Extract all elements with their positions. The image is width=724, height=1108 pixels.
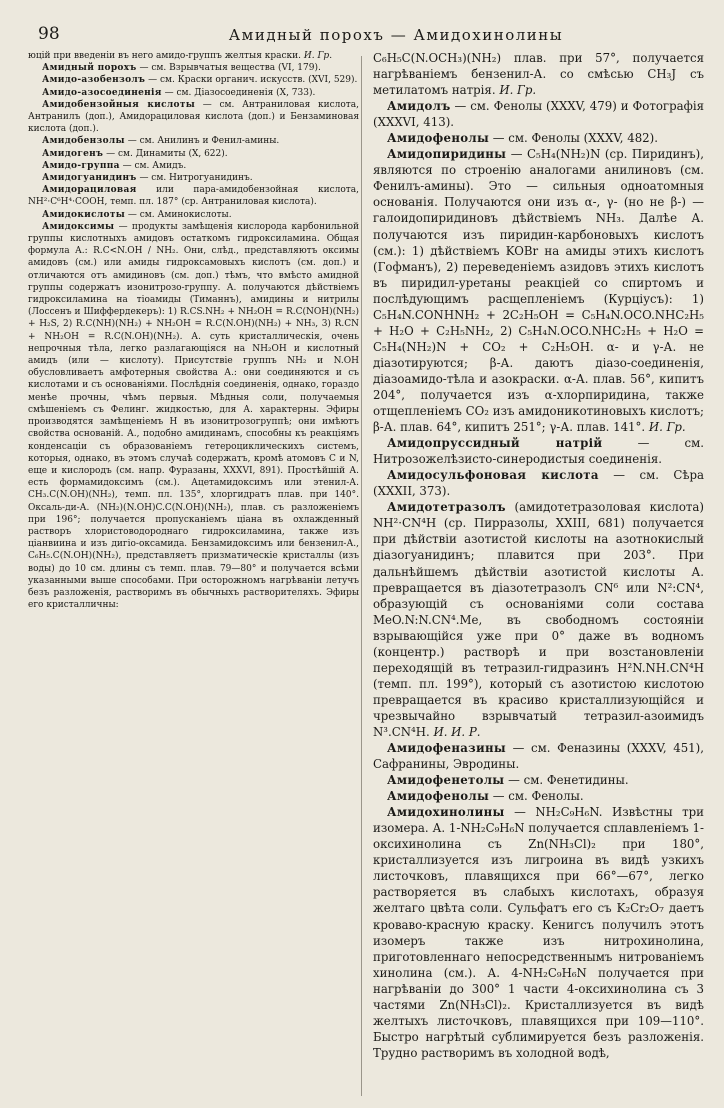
entry-headword: Амидо-азосоединенія — [42, 87, 162, 98]
dictionary-entry — [373, 499, 704, 740]
entry-text: — см. Взрывчатыя вещества (VI, 179). — [139, 63, 321, 74]
entry-headword: Амидофенолы — [387, 131, 490, 146]
entry-text: — см. Діазосоединенія (X, 733). — [164, 87, 316, 98]
entry-text: — C₅H₄(NH₂)N (ср. Пиридинъ), являются по строенію аналогами анилиновъ (см. Фенилъ-амины). Это — сильныя одноатомныя основанія. Получаются они изъ α-, γ- (но не β-) — галоидопиридиновъ дѣйствіемъ NH₃. Далѣе А. получаются изъ пиридин-карбоновыхъ кислотъ (см.): 1) дѣйствіемъ KOBr на амиды этихъ кислотъ (Гофманъ), 2) переведеніемъ азидовъ этихъ кислотъ въ пиридил-уретаны реакціей со спиртомъ и послѣдующимъ расщепленіемъ (Курціусъ): 1) C₅H₄N.CONHNH₂ + 2C₂H₅OH = C₅H₄N.OCO.NHC₂H₅ + H₂O + C₂H₅NH₂, 2) C₅H₄N.OCO.NHC₂H₅ + H₂O = C₅H₄(NH₂)N + CO₂ + C₂H₅OH. α- и γ-А. не діазотируются; β-А. даютъ діазо-соединенія, діазоамидо-тѣла и азокраски. α-А. плав. 56°, кипитъ 204°, получается изъ α-хлорпиридина, также отщепленіемъ CO₂ изъ амидоникотиновыхъ кислотъ; β-А. плав. 64°, кипитъ 251°; γ-А. плав. 141°. — [373, 147, 704, 435]
page-header — [28, 22, 704, 48]
entry-headword: Амидофенетолы — [387, 773, 505, 788]
entry-text: — см. Фенолы (XXXV, 482). — [492, 131, 658, 146]
entry-headword: Амидный порохъ — [42, 63, 137, 74]
entry-headword: Амидопруссидный натрій — [387, 436, 603, 451]
entry-text: — см. Нитрогуанидинъ. — [139, 173, 253, 184]
entry-text: — см. Анилинъ и Фенил-амины. — [127, 136, 280, 147]
dictionary-entry — [28, 74, 359, 86]
entry-text: — продукты замѣщенія кислорода карбонильной группы кислотныхъ амидовъ остаткомъ гидроксиламина. Общая формула А.: R.C<N.OH / NH₂. Они, слѣд., представляютъ оксимы амидовъ (см.) или амиды гидроксамовыхъ кислотъ (см. доп.) и отличаются отъ амидиновъ (см. доп.) тѣмъ, что вмѣсто амидной группы содержатъ изонитрозо-группу. А. получаются дѣйствіемъ гидроксиламина на тіоамиды (Тиманнъ), амидины и нитрилы (Лоссенъ и Шиффердекеръ): 1) R.CS.NH₂ + NH₂OH = R.C(NOH)(NH₂) + H₂S, 2) R.C(NH)(NH₂) + NH₂OH = R.C(N.OH)(NH₂) + NH₃, 3) R.CN + NH₂OH = R.C(N.OH)(NH₂). А. суть кристаллическія, очень непрочныя тѣла, легко разлагающіяся на NH₂OH и кислотный амидъ (или — кислоту). Присутствіе группъ NH₂ и N.OH обусловливаетъ амфотерныя свойства А.: они соединяются и съ кислотами и съ основаніями. Послѣднія соединенія, однако, гораздо менѣе прочны, чѣмъ первыя. Мѣдныя соли, получаемыя смѣшеніемъ съ Фелинг. жидкостью, для А. характерны. Эфиры производятся замѣщеніемъ Н въ изонитрозогруппѣ; они имѣютъ свойства основаній. А., подобно амидинамъ, способны къ реакціямъ конденсаціи съ образованіемъ гетероциклическихъ системъ, которыя, однако, въ этомъ случаѣ содержатъ, кромѣ атомовъ С и N, еще и кислородъ (см. напр. Фуразаны, XXXVI, 891). Простѣйшій А. есть формамидоксимъ (см.). Ацетамидоксимъ или этенил-А. CH₃.C(N.OH)(NH₂), темп. пл. 135°, хлоргидратъ плав. при 140°. Оксаль-ди-А. (NH₂)(N.OH)C.C(N.OH)(NH₂), плав. съ разложеніемъ при 196°; получается пропусканіемъ ціана въ охлажденный растворъ хлористоводороднаго гидроксиламина, также изъ ціанвиина и изъ дигіо-оксамида. Бензамидоксимъ или бензенил-А., C₆H₅.C(N.OH)(NH₂), представляетъ призматическіе кристаллы (изъ воды) до 10 см. длины съ темп. плав. 79—80° и получается всѣми указанными выше способами. При осторожномъ нагрѣваніи летучъ безъ разложенія, растворимъ въ обычныхъ растворителяхъ. Эфиры его кристалличны: — [28, 221, 359, 611]
entry-text: — см. Краски органич. искусств. (XVI, 529). — [148, 75, 358, 86]
dictionary-entry — [373, 130, 704, 146]
entry-text: или пара-амидобензойная кислота, NH²·C⁶H⁴·COOH, темп. пл. 187° (ср. Антраниловая кислота). — [28, 185, 359, 208]
author-signature: И. И. Р. — [433, 724, 481, 739]
entry-text: C₆H₅C(N.OCH₃)(NH₂) плав. при 57°, получается нагрѣваніемъ бензенил-А. со смѣсью CH₃J съ метилатомъ натрія. — [373, 51, 704, 98]
dictionary-entry — [373, 146, 704, 435]
entry-text: — см. Феназины (XXXV, 451), Сафранины, Эвродины. — [373, 741, 704, 772]
entry-headword: Амидогенъ — [42, 148, 104, 159]
dictionary-entry — [28, 160, 359, 172]
entry-headword: Амидосульфоновая кислота — [387, 468, 599, 483]
dictionary-entry — [373, 788, 704, 804]
entry-headword: Амидобензойныя кислоты — [42, 99, 196, 110]
entry-headword: Амидопиридины — [387, 147, 507, 162]
entry-headword: Амидотетразолъ — [387, 500, 506, 515]
dictionary-entry — [28, 62, 359, 74]
entry-headword: Амидо-группа — [42, 160, 120, 171]
entry-text: юцій при введеніи въ него амидо-группъ желтыя краски. — [28, 51, 302, 61]
right-column — [373, 50, 704, 1061]
dictionary-entry — [373, 772, 704, 788]
entry-text: (амидотетразоловая кислота) NH²·CN⁴H (ср. Пирразолы, XXIII, 681) получается при дѣйствіи азотистой кислоты на азотнокислый діазогуанидинъ; плавится при 203°. При дальнѣйшемъ дѣйствіи азотистой кислоты А. превращается въ діазотетразолъ CN⁶ или N²:CN⁴, образующій съ основаніями соли состава MeO.N:N.CN⁴.Me, въ свободномъ состояніи взрывающійся уже при 0° даже въ водномъ (концентр.) растворѣ и при возстановленіи переходящій въ тетразил-гидразинъ H²N.NH.CN⁴H (темп. пл. 199°), который съ азотистою кислотою превращается въ красиво кристаллизующійся и чрезвычайно взрывчатый тетразил-азоимидъ N³.CN⁴H. — [373, 500, 704, 739]
dictionary-entry — [28, 135, 359, 147]
dictionary-entry — [28, 99, 359, 136]
entry-headword: Амидобензолы — [42, 136, 125, 147]
entry-headword: Амидохинолины — [387, 805, 505, 820]
dictionary-entry — [28, 184, 359, 208]
dictionary-entry — [373, 804, 704, 1061]
entry-text: — см. Фенетидины. — [508, 773, 629, 788]
dictionary-entry — [373, 435, 704, 467]
entry-text: — см. Динамиты (X, 622). — [106, 148, 228, 159]
author-signature: И. Гр. — [303, 51, 333, 61]
dictionary-entry — [28, 209, 359, 221]
entry-text: — см. Нитрозожелѣзисто-синеродистыя соединенія. — [373, 436, 704, 467]
dictionary-entry — [373, 467, 704, 499]
entry-headword: Амидофенолы — [387, 789, 490, 804]
entry-headword: Амидокислоты — [42, 209, 126, 220]
entry-headword: Амидофеназины — [387, 741, 506, 756]
dictionary-entry — [373, 50, 704, 98]
author-signature: И. Гр. — [648, 420, 686, 435]
dictionary-entry — [28, 50, 359, 62]
entry-text: — см. Сѣра (XXXII, 373). — [373, 468, 704, 499]
column-divider — [361, 56, 362, 1096]
running-title: Амидный порохъ — Амидохинолины — [228, 26, 564, 44]
entry-text: — см. Антраниловая кислота, Антранилъ (доп.), Амидорациловая кислота (доп.) и Бензаминовая кислота (доп.). — [28, 99, 359, 135]
entry-headword: Амидо-азобензолъ — [42, 75, 146, 86]
author-signature: И. Гр. — [499, 83, 537, 98]
page-number: 98 — [38, 24, 60, 44]
entry-headword: Амидоксимы — [42, 221, 115, 232]
left-column — [28, 50, 359, 1061]
entry-headword: Амидолъ — [387, 99, 451, 114]
entry-headword: Амидорациловая — [42, 185, 137, 196]
text-columns — [28, 50, 704, 1061]
dictionary-entry — [28, 148, 359, 160]
dictionary-entry — [373, 740, 704, 772]
dictionary-entry — [28, 221, 359, 612]
entry-text: — см. Фенолы (XXXV, 479) и Фотографія (XXXVI, 413). — [373, 99, 704, 130]
dictionary-entry — [28, 172, 359, 184]
dictionary-entry — [28, 87, 359, 99]
entry-text: — см. Амидъ. — [122, 160, 187, 171]
entry-text: — NH₂C₉H₆N. Извѣстны три изомера. А. 1-NH₂C₉H₆N получается сплавленіемъ 1-оксихинолина съ Zn(NH₃Cl)₂ при 180°, кристаллизуется изъ лигроина въ видѣ узкихъ листочковъ, плавящихся при 66°—67°, легко растворяется въ слабыхъ кислотахъ, образуя желтаго цвѣта соли. Сульфатъ его съ K₂Cr₂O₇ даетъ кроваво-красную краску. Кенигсъ получилъ этотъ изомеръ также изъ нитрохинолина, приготовленнаго непосредственнымъ нитрованіемъ хинолина (см.). А. 4-NH₂C₉H₆N получается при нагрѣваніи до 300° 1 части 4-оксихинолина съ 3 частями Zn(NH₃Cl)₂. Кристаллизуется въ видѣ желтыхъ листочковъ, плавящихся при 109—110°. Быстро нагрѣтый сублимируется безъ разложенія. Трудно растворимъ въ холодной водѣ, — [373, 805, 704, 1060]
entry-headword: Амидогуанидинъ — [42, 173, 137, 184]
entry-text: — см. Фенолы. — [492, 789, 584, 804]
dictionary-entry — [373, 98, 704, 130]
entry-text: — см. Аминокислоты. — [127, 209, 232, 220]
